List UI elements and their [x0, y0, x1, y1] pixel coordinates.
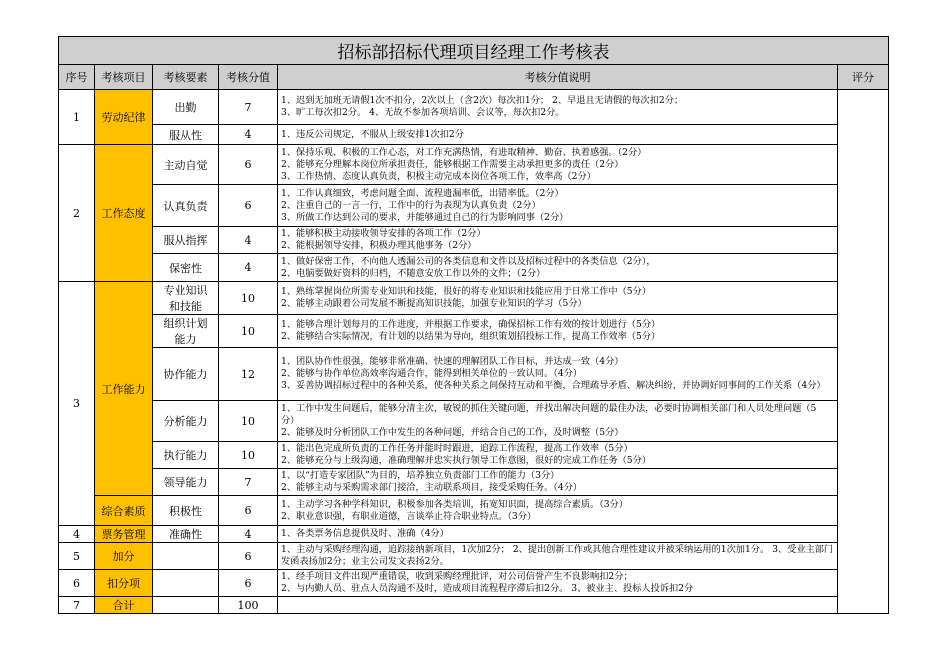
table-row	[59, 145, 889, 185]
score-cell: 7	[219, 469, 278, 496]
score-cell: 10	[219, 282, 278, 315]
description-cell: 1、主动与采购经理沟通，追踪接纳新项目，1次加2分； 2、提出创新工作或其他合理性建议并被采纳运用的1次加1分。 3、受业主部门发函表扬加2分；业主公司发文表扬2分。	[278, 543, 838, 570]
row-number: 6	[59, 570, 95, 597]
rating-cell[interactable]	[838, 90, 889, 614]
element-cell: 执行能力	[153, 442, 219, 469]
description-cell	[278, 597, 838, 614]
row-number: 7	[59, 597, 95, 614]
element-cell: 分析能力	[153, 401, 219, 442]
score-cell: 4	[219, 227, 278, 254]
category-cell: 劳动纪律	[95, 90, 153, 145]
score-cell: 6	[219, 543, 278, 570]
score-cell: 6	[219, 496, 278, 526]
element-cell: 保密性	[153, 254, 219, 282]
element-cell: 认真负责	[153, 185, 219, 227]
element-cell: 主动自觉	[153, 145, 219, 185]
description-cell: 1、各类票务信息提供及时、准确（4分）	[278, 526, 838, 543]
table-row	[59, 254, 889, 282]
description-cell: 1、熟练掌握岗位所需专业知识和技能，很好的将专业知识和技能应用于日常工作中（5分） 2、能够主动跟着公司发展不断提高知识技能，加强专业知识的学习（5分）	[278, 282, 838, 315]
description-cell: 1、做好保密工作，不向他人透漏公司的各类信息和文件以及招标过程中的各类信息（2分）， 2、电脑要做好资料的归档，不随意安放工作以外的文件；（2分）	[278, 254, 838, 282]
table-row	[59, 185, 889, 227]
row-number: 2	[59, 145, 95, 282]
score-cell: 4	[219, 125, 278, 145]
element-cell: 服从指挥	[153, 227, 219, 254]
score-cell: 6	[219, 145, 278, 185]
element-cell	[153, 597, 219, 614]
category-cell: 综合素质	[95, 496, 153, 526]
element-cell: 专业知识 和技能	[153, 282, 219, 315]
row-number: 5	[59, 543, 95, 570]
score-cell: 4	[219, 254, 278, 282]
element-cell: 组织计划 能力	[153, 315, 219, 348]
score-cell: 6	[219, 185, 278, 227]
header-no: 序号	[59, 65, 95, 90]
table-title: 招标部招标代理项目经理工作考核表	[59, 37, 889, 65]
category-cell: 合计	[95, 597, 153, 614]
table-row	[59, 348, 889, 401]
score-cell: 12	[219, 348, 278, 401]
score-cell: 10	[219, 401, 278, 442]
score-cell: 10	[219, 442, 278, 469]
header-rating: 评分	[838, 65, 889, 90]
table-row	[59, 496, 889, 526]
description-cell: 1、能够合理计划每月的工作进度，并根据工作要求，确保招标工作有效的按计划进行（5分） 2、能够结合实际情况，有计划的以结果为导向，组织策划招投标工作，提高工作效率（5分）	[278, 315, 838, 348]
description-cell: 1、能够积极主动接收领导安排的各项工作（2分） 2、能根据领导安排，积极办理其他事务（2分）	[278, 227, 838, 254]
category-cell: 工作态度	[95, 145, 153, 282]
element-cell	[153, 543, 219, 570]
element-cell: 积极性	[153, 496, 219, 526]
description-cell: 1、保持乐观、积极的工作心态，对工作充满热情，有进取精神、勤奋、执着感强。（2分） 2、能够充分理解本岗位所承担责任，能够根据工作需要主动承担更多的责任（2分） 3、工作热情、态度认真负责，积极主动完成本岗位各项工作，效率高（2分）	[278, 145, 838, 185]
table-row	[59, 543, 889, 570]
table-row	[59, 401, 889, 442]
category-cell: 扣分项	[95, 570, 153, 597]
table-row	[59, 442, 889, 469]
table-row	[59, 282, 889, 315]
description-cell: 1、以“打造专家团队”为目的，培养独立负责部门工作的能力（3分） 2、能够主动与采购需求部门接洽，主动联系项目，接受采购任务。（4分）	[278, 469, 838, 496]
row-number: 4	[59, 526, 95, 543]
description-cell: 1、工作认真细致，考虑问题全面、流程遗漏率低，出错率低。（2分） 2、注重自己的一言一行，工作中的行为表现为认真负责（2分） 3、所做工作达到公司的要求，并能够通过自己的行为影响同事（2分）	[278, 185, 838, 227]
element-cell: 出勤	[153, 90, 219, 125]
score-cell: 100	[219, 597, 278, 614]
table-row	[59, 570, 889, 597]
header-element: 考核要素	[153, 65, 219, 90]
category-cell: 工作能力	[95, 282, 153, 496]
row-number: 1	[59, 90, 95, 145]
table-row	[59, 125, 889, 145]
table-row	[59, 227, 889, 254]
header-description: 考核分值说明	[278, 65, 838, 90]
header-score: 考核分值	[219, 65, 278, 90]
element-cell	[153, 570, 219, 597]
category-cell: 票务管理	[95, 526, 153, 543]
description-cell: 1、违反公司规定，不服从上级安排1次扣2分	[278, 125, 838, 145]
category-cell: 加分	[95, 543, 153, 570]
element-cell: 服从性	[153, 125, 219, 145]
element-cell: 准确性	[153, 526, 219, 543]
description-cell: 1、经手项目文件出现严重错误，收到采购经理批评，对公司信誉产生不良影响扣2分； 2、与内勤人员、驻点人员沟通不及时，造成项目流程程序滞后扣2分。 3、被业主、投标人投诉扣2分	[278, 570, 838, 597]
description-cell: 1、迟到无加班无请假1次不扣分，2次以上（含2次）每次扣1分； 2、早退且无请假的每次扣2分； 3、旷工每次扣2分。 4、无故不参加各项培训、会议等，每次扣2分。	[278, 90, 838, 125]
table-row	[59, 90, 889, 125]
score-cell: 4	[219, 526, 278, 543]
table-row	[59, 469, 889, 496]
element-cell: 协作能力	[153, 348, 219, 401]
table-row	[59, 597, 889, 614]
table-row	[59, 315, 889, 348]
assessment-table	[58, 36, 889, 614]
score-cell: 6	[219, 570, 278, 597]
description-cell: 1、工作中发生问题后，能够分清主次，敏锐的抓住关键问题，并找出解决问题的最佳办法，必要时协调相关部门和人员处理问题（5分） 2、能够及时分析团队工作中发生的各种问题，并结合自己的工作，及时调整（5分）	[278, 401, 838, 442]
description-cell: 1、能出色完成所负责的工作任务并能时时跟进，追踪工作流程，提高工作效率（5分） 2、能够充分与上级沟通，准确理解并忠实执行领导工作意图，很好的完成工作任务（5分）	[278, 442, 838, 469]
table-row	[59, 526, 889, 543]
score-cell: 7	[219, 90, 278, 125]
header-item: 考核项目	[95, 65, 153, 90]
row-number: 3	[59, 282, 95, 526]
description-cell: 1、团队协作性很强，能够非常准确、快速的理解团队工作目标，并达成一致（4分） 2、能够与协作单位高效率沟通合作，能得到相关单位的一致认同。（4分） 3、妥善协调招标过程中的各种关系，使各种关系之间保持互动和平衡，合理疏导矛盾、解决纠纷，并协调好同事间的工作关系（4分）	[278, 348, 838, 401]
score-cell: 10	[219, 315, 278, 348]
element-cell: 领导能力	[153, 469, 219, 496]
description-cell: 1、主动学习各种学科知识，积极参加各类培训，拓宽知识面，提高综合素质。（3分） 2、职业意识强，有职业道德，言谈举止符合职业特点。（3分）	[278, 496, 838, 526]
